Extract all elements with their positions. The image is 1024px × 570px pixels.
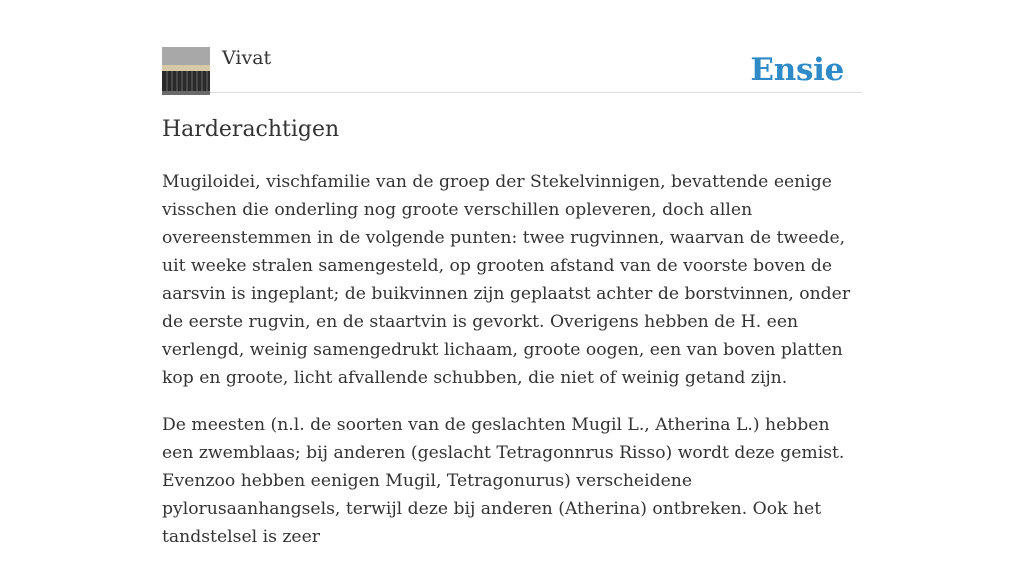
- avatar-image: [162, 47, 210, 95]
- article-body: [162, 168, 862, 570]
- article-paragraph: De meesten (n.l. de soorten van de geslachten Mugil L., Atherina L.) hebben een zwemblaas; bij anderen (geslacht Tetragonnrus Risso) wordt deze gemist. Evenzoo hebben eenigen Mugil, Tetragonurus) verscheidene pylorusaanhangsels, terwijl deze bij anderen (Atherina) ontbreken. Ook het tandstelsel is zeer: [162, 415, 845, 547]
- article-paragraph: Mugiloidei, vischfamilie van de groep der Stekelvinnigen, bevattende eenige visschen die onderling nog groote verschillen opleveren, doch allen overeenstemmen in de volgende punten: twee rugvinnen, waarvan de tweede, uit weeke stralen samengesteld, op grooten afstand van de voorste boven de aarsvin is ingeplant; de buikvinnen zijn geplaatst achter de borstvinnen, onder de eerste rugvin, en de staartvin is gevorkt. Overigens hebben de H. een verlengd, weinig samengedrukt lichaam, groote oogen, een van boven platten kop en groote, licht afvallende schubben, die niet of weinig getand zijn.: [162, 172, 851, 388]
- author-link[interactable]: Vivat: [222, 47, 272, 69]
- site-header: [162, 46, 862, 93]
- author-avatar[interactable]: [162, 47, 210, 95]
- brand-logo-link[interactable]: Ensie: [750, 52, 844, 88]
- article-title: Harderachtigen: [162, 117, 340, 142]
